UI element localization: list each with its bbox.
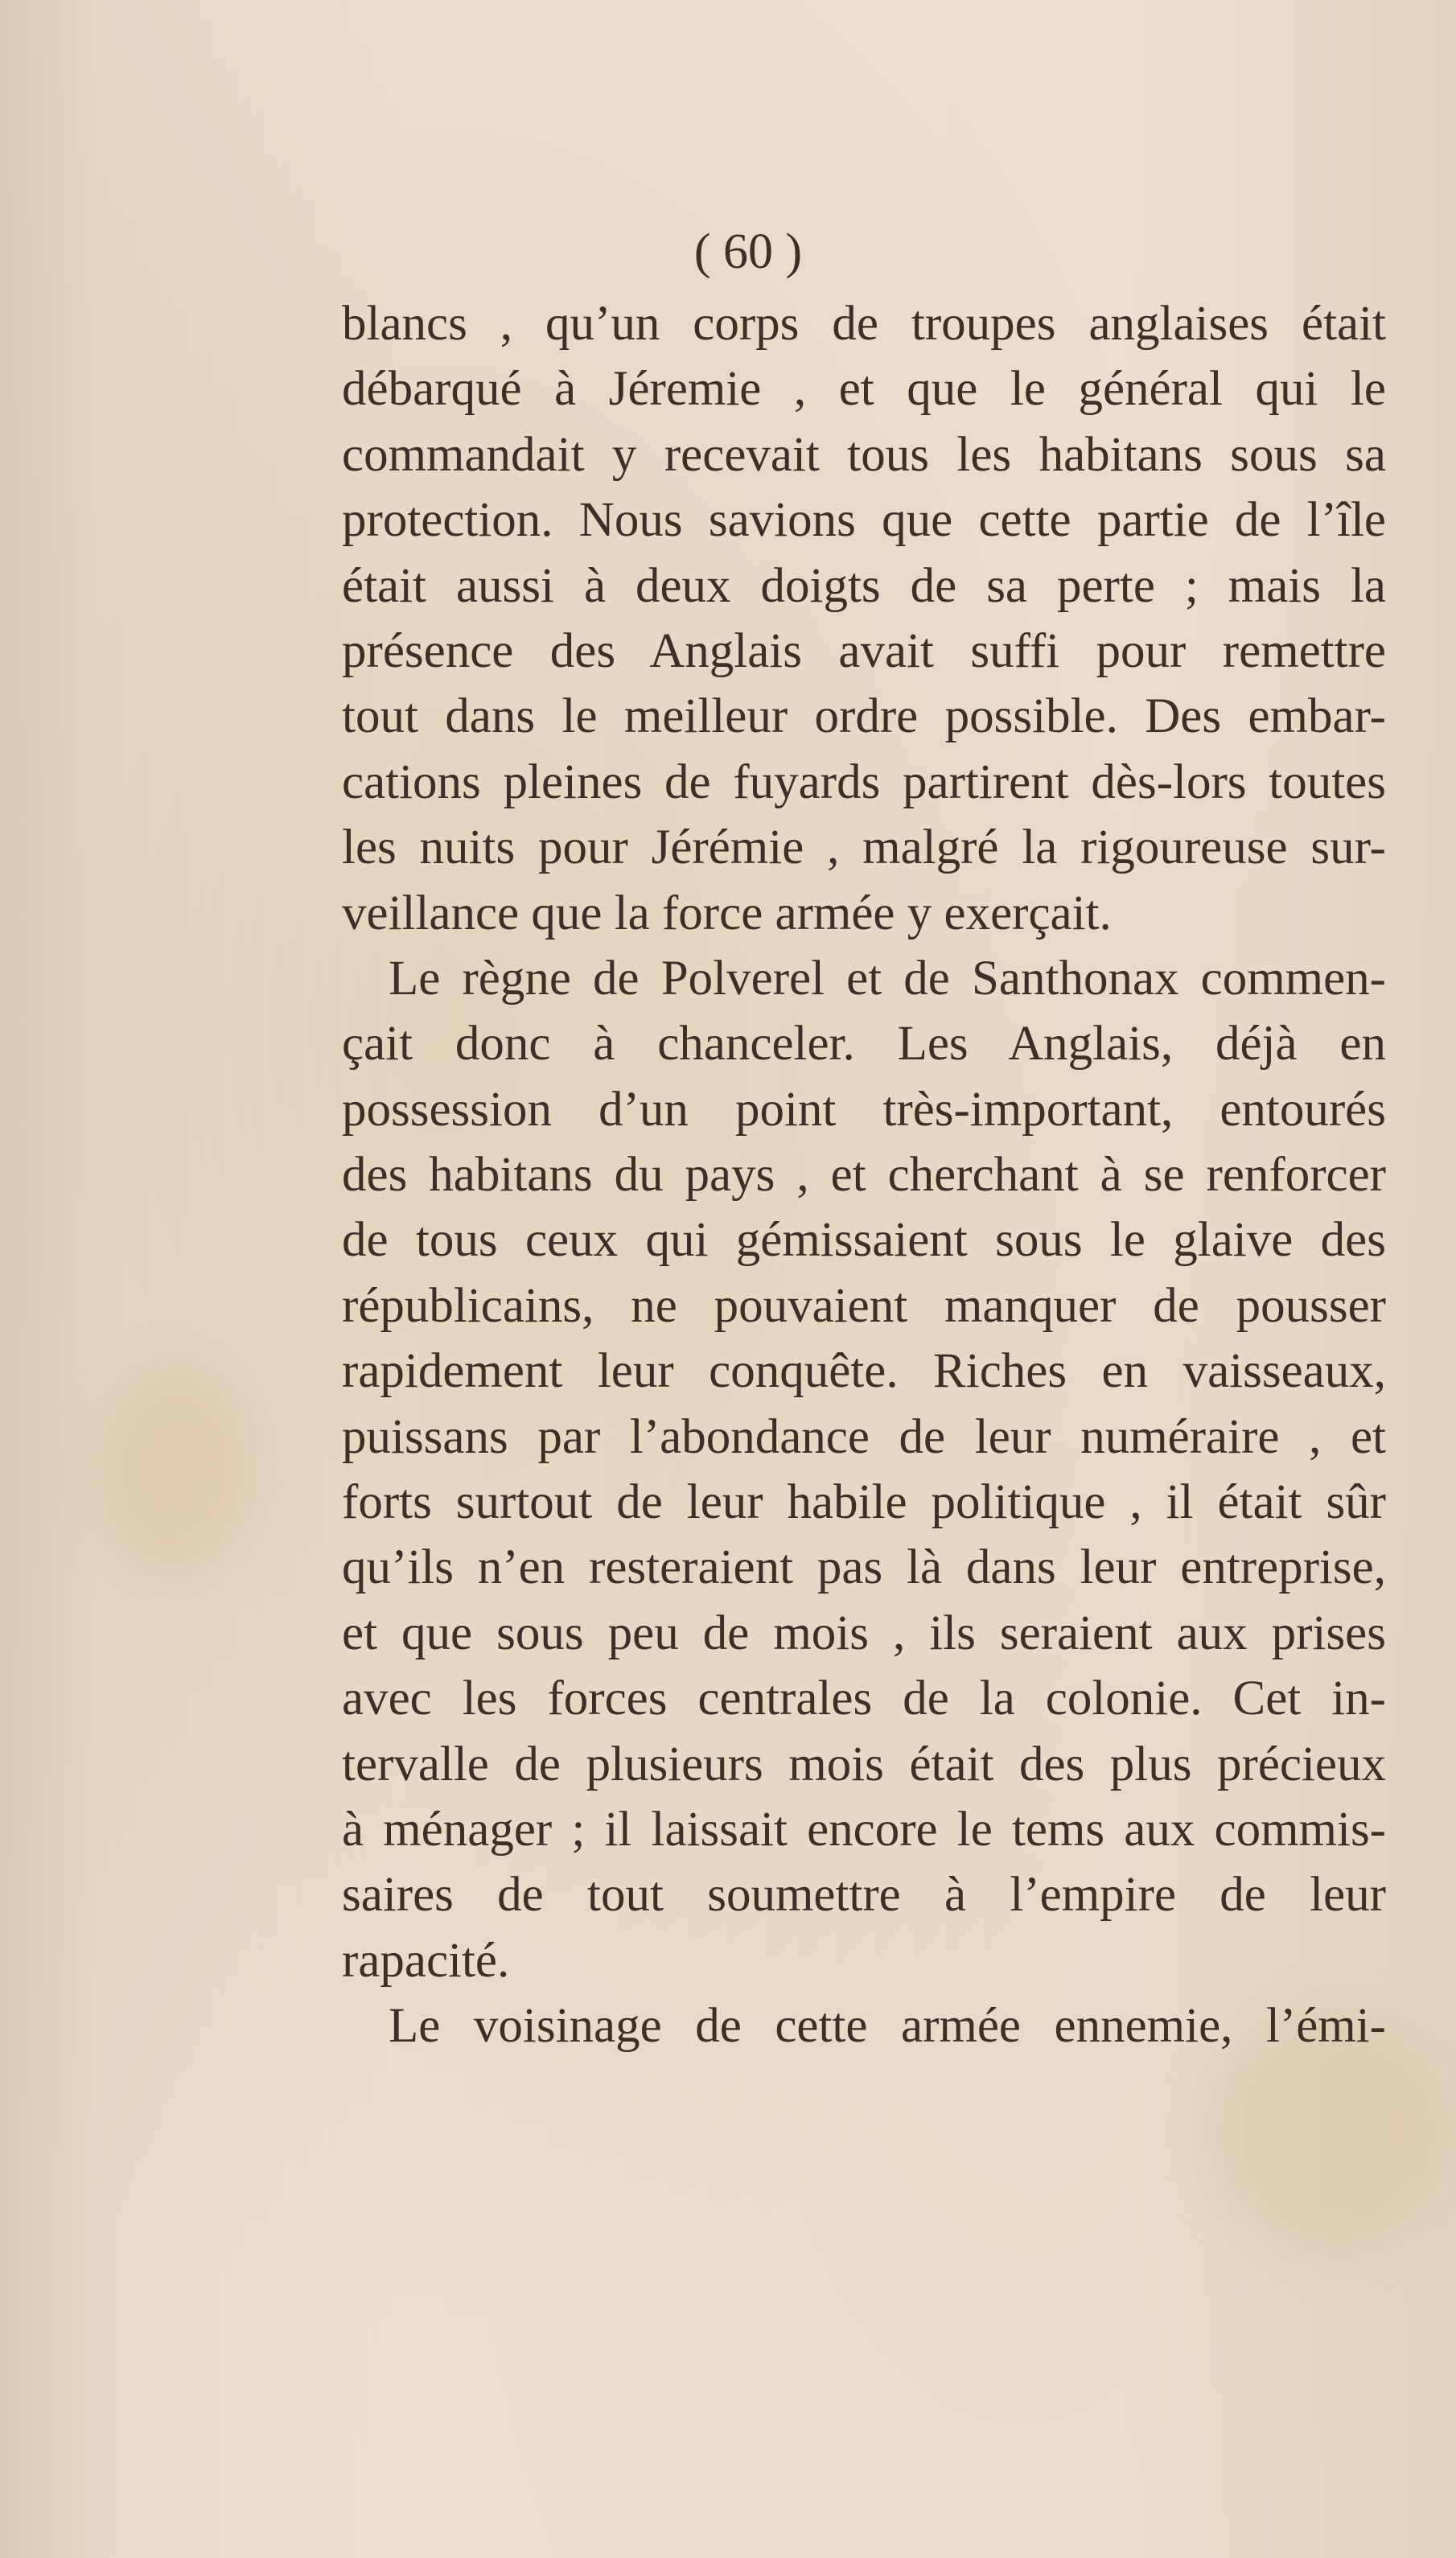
text-line: qu’ils n’en resteraient pas là dans leur entreprise, [342, 1540, 1386, 1595]
text-line: blancs , qu’un corps de troupes anglaises était [342, 297, 1386, 351]
text-line: républicains, ne pouvaient manquer de pousser [342, 1278, 1386, 1333]
paper-stain [97, 1367, 257, 1577]
text-line: tout dans le meilleur ordre possible. Des embar- [342, 689, 1386, 744]
text-line: rapacité. [342, 1933, 510, 1988]
text-line: veillance que la force armée y exerçait. [342, 886, 1112, 940]
text-line: cations pleines de fuyards partirent dès-lors toutes [342, 755, 1386, 809]
text-line: était aussi à deux doigts de sa perte ; mais la [342, 558, 1386, 613]
text-line: possession d’un point très-important, entourés [342, 1082, 1386, 1137]
text-line: commandait y recevait tous les habitans sous sa [342, 427, 1386, 482]
text-line: Le règne de Polverel et de Santhonax commen- [389, 951, 1386, 1006]
text-line: çait donc à chanceler. Les Anglais, déjà en [342, 1017, 1386, 1071]
text-line: et que sous peu de mois , ils seraient aux prises [342, 1606, 1386, 1660]
text-line: forts surtout de leur habile politique , il était sûr [342, 1475, 1386, 1530]
text-line: puissans par l’abondance de leur numéraire , et [342, 1409, 1386, 1464]
text-line: à ménager ; il laissait encore le tems aux commis- [342, 1802, 1386, 1857]
text-line: protection. Nous savions que cette partie de l’île [342, 493, 1386, 548]
text-line: de tous ceux qui gémissaient sous le glaive des [342, 1213, 1386, 1268]
text-line: tervalle de plusieurs mois était des plus précieux [342, 1737, 1386, 1791]
page-number: ( 60 ) [693, 224, 803, 279]
text-line: saires de tout soumettre à l’empire de leur [342, 1868, 1386, 1923]
text-line: avec les forces centrales de la colonie. Cet in- [342, 1672, 1386, 1726]
text-line: Le voisinage de cette armée ennemie, l’émi- [389, 1999, 1386, 2054]
text-line: les nuits pour Jérémie , malgré la rigoureuse sur- [342, 820, 1386, 875]
text-line: des habitans du pays , et cherchant à se renforcer [342, 1148, 1386, 1203]
text-line: rapidement leur conquête. Riches en vaisseaux, [342, 1344, 1386, 1399]
body-text [342, 291, 1386, 2059]
text-line: présence des Anglais avait suffi pour remettre [342, 623, 1386, 678]
text-line: débarqué à Jéremie , et que le général qui le [342, 362, 1386, 417]
